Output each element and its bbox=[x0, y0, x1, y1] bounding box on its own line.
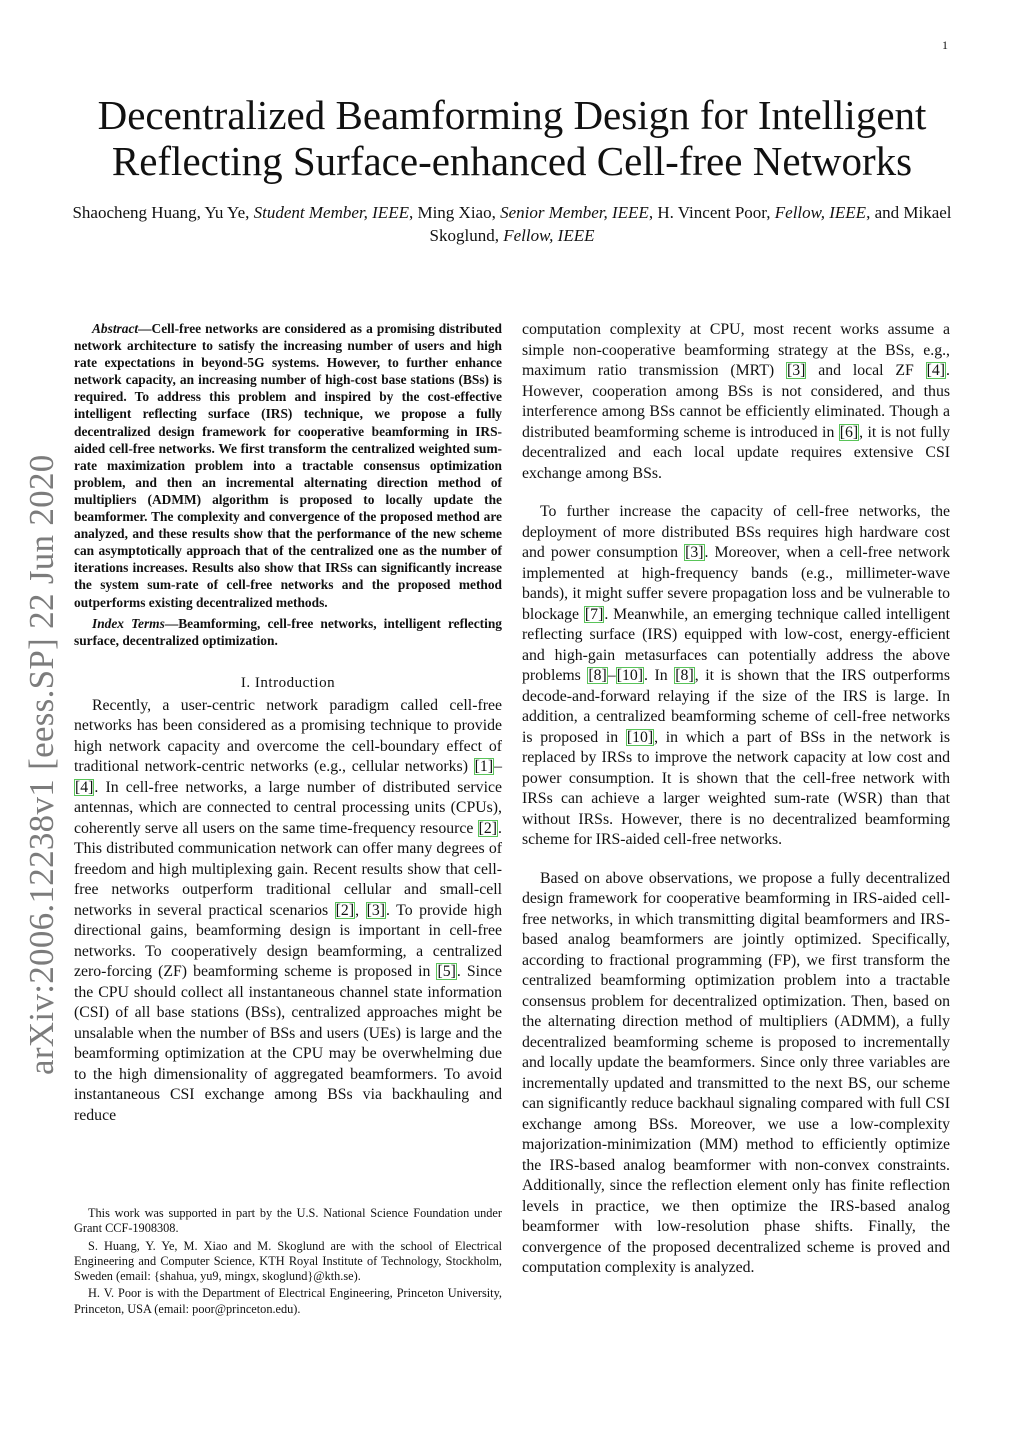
citation-link[interactable]: [1] bbox=[474, 758, 494, 776]
section-heading-introduction: I. Introduction bbox=[240, 674, 336, 691]
citation-link[interactable]: [6] bbox=[839, 423, 859, 441]
intro-paragraph-1: Recently, a user-centric network paradigm called cell-free networks has been considered as a promising technique to provide high network capacity and overcome the cell-boundary effect of traditional network-centric networks (e.g., cellular networks) [1]–[4]. In cell-free networks, a large number of distributed service antennas, which are connected to central processing units (CPUs), coherently serve all users on the same time-frequency resource [2]. This distributed communication network can offer many degrees of freedom and high multiplexing gain. Recent results show that cell-free networks outperform traditional cellular and small-cell networks in several practical scenarios [2], [3]. To provide high directional gains, beamforming design is important in cell-free networks. To cooperatively design beamforming, a centralized zero-forcing (ZF) beamforming scheme is proposed in [5]. Since the CPU should collect all instantaneous channel state information (CSI) of all base stations (BSs), centralized approaches might be unsalable when the number of BSs and users (UEs) is large and the beamforming optimization at the CPU may be overwhelming due to the high dimensionality of aggregated beamformers. To avoid instantaneous CSI exchange among BSs via backhauling and reduce bbox=[74, 696, 502, 1124]
footnotes bbox=[74, 1206, 502, 1319]
right-column bbox=[522, 320, 950, 1279]
left-column bbox=[74, 320, 502, 1126]
citation-link[interactable]: [10] bbox=[616, 667, 644, 684]
index-terms: Index Terms—Beamforming, cell-free networks, intelligent reflecting surface, decentralized optimization. bbox=[74, 615, 503, 648]
citation-link[interactable]: [2] bbox=[478, 819, 498, 837]
citation-link[interactable]: [4] bbox=[926, 362, 946, 379]
arxiv-identifier-stamp[interactable]: arXiv:2006.12238v1 [eess.SP] 22 Jun 2020 bbox=[22, 454, 61, 1075]
title-line-1: Decentralized Beamforming Design for Intelligent bbox=[97, 92, 927, 138]
intro-paragraph-continued: computation complexity at CPU, most recent works assume a simple non-cooperative beamforming strategy at the BSs, e.g., maximum ratio transmission (MRT) [3] and local ZF [4]. However, cooperation among BSs is not considered, and thus interference among BSs cannot be efficiently eliminated. Though a distributed beamforming scheme is introduced in [6], it is not fully decentralized and each local update requires extensive CSI exchange among BSs. bbox=[522, 321, 950, 482]
author-list: Shaocheng Huang, Yu Ye, Student Member, IEEE, Ming Xiao, Senior Member, IEEE, H. Vincent Poor, Fellow, IEEE, and Mikael Skoglund, Fellow, IEEE bbox=[72, 203, 952, 245]
footnote-funding: This work was supported in part by the U.S. National Science Foundation under Grant CCF-1908308. bbox=[74, 1206, 502, 1236]
citation-link[interactable]: [8] bbox=[588, 667, 607, 684]
citation-link[interactable]: [3] bbox=[685, 544, 704, 561]
citation-link[interactable]: [2] bbox=[335, 901, 355, 919]
citation-link[interactable]: [3] bbox=[366, 901, 385, 919]
citation-link[interactable]: [5] bbox=[437, 963, 456, 981]
citation-link[interactable]: [7] bbox=[584, 605, 604, 623]
paper-title bbox=[40, 92, 984, 184]
title-line-2: Reflecting Surface-enhanced Cell-free Networks bbox=[111, 138, 913, 184]
page-number: 1 bbox=[942, 38, 948, 52]
citation-link[interactable]: [8] bbox=[675, 667, 694, 684]
abstract: Abstract—Cell-free networks are considered as a promising distributed network architecture to satisfy the increasing number of users and high rate expectations in beyond-5G systems. However, to further enhance network capacity, an increasing number of high-cost base stations (BSs) is required. To address this problem and inspired by the cost-effective intelligent reflecting surface (IRS) technique, we propose a fully decentralized design framework for cooperative beamforming in IRS-aided cell-free networks. We first transform the centralized weighted sum-rate maximization problem into a tractable consensus optimization problem, and then an incremental alternating direction method of multipliers (ADMM) algorithm is proposed to locally update the beamformer. The complexity and convergence of the proposed method are analyzed, and these results show that the performance of the new scheme can asymptotically approach that of the centralized one as the number of iterations increases. Results also show that IRSs can significantly increase the system sum-rate of cell-free networks and the proposed method outperforms existing decentralized methods. bbox=[74, 321, 502, 610]
footnote-affiliation-princeton: H. V. Poor is with the Department of Electrical Engineering, Princeton University, Princeton, USA (email: poor@princeton.edu). bbox=[74, 1286, 502, 1316]
intro-paragraph-3: Based on above observations, we propose a fully decentralized design framework for cooperative beamforming in IRS-aided cell-free networks, in which transmitting digital beamformers and IRS-based analog beamformers are jointly optimized. Specifically, according to fractional programming (FP), we first transform the centralized beamforming optimization problem into a tractable consensus problem for decentralized optimization. Then, based on the alternating direction method of multipliers (ADMM), a fully decentralized beamforming scheme is proposed to incrementally and locally update the beamformers. Since only three variables are incrementally updated and transmitted to the next BS, our scheme can significantly reduce backhaul signaling compared with full CSI exchange among BSs. Moreover, we use a low-complexity majorization-minimization (MM) method to efficiently optimize the IRS-based analog beamformer with non-convex constraints. Additionally, since the reflection element only has finite reflection levels in practice, we then optimize the IRS-based analog beamformer with low-resolution phase shifts. Finally, the convergence of the proposed decentralized scheme is proved and computation complexity is analyzed. bbox=[522, 869, 950, 1276]
citation-link[interactable]: [3] bbox=[786, 362, 806, 379]
footnote-affiliation-kth: S. Huang, Y. Ye, M. Xiao and M. Skoglund are with the school of Electrical Engineering and Computer Science, KTH Royal Institute of Technology, Stockholm, Sweden (email: {shahua, yu9, mingx, skoglund}@kth.se). bbox=[74, 1238, 502, 1284]
citation-link[interactable]: [4] bbox=[75, 778, 94, 796]
intro-paragraph-2: To further increase the capacity of cell-free networks, the deployment of more distributed BSs requires high hardware cost and power consumption [3]. Moreover, when a cell-free network implemented at high-frequency bands (e.g., millimeter-wave bands), it might suffer severe propagation loss and be vulnerable to blockage [7]. Meanwhile, an emerging technique called intelligent reflecting surface (IRS) equipped with low-cost, energy-efficient and high-gain metasurfaces can potentially address the above problems [8]–[10]. In [8], it is shown that the IRS outperforms decode-and-forward relaying if the size of the IRS is large. In addition, a centralized beamforming scheme of cell-free networks is proposed in [10], in which a part of BSs in the network is replaced by IRSs to improve the network capacity at low cost and power consumption. It is shown that the cell-free network with IRSs can achieve a larger weighted sum-rate (WSR) than that without IRSs. However, there is no decentralized beamforming scheme for IRS-aided cell-free networks. bbox=[522, 503, 951, 848]
citation-link[interactable]: [10] bbox=[626, 728, 654, 746]
